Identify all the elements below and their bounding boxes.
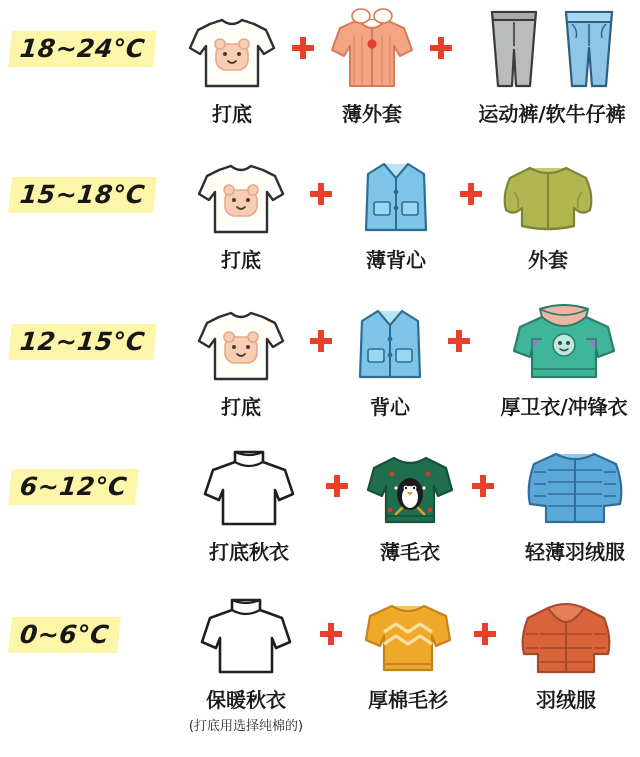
temperature-badge-wrap (10, 152, 178, 238)
list-item (178, 6, 286, 127)
plus-icon (304, 152, 338, 238)
list-item (178, 152, 304, 273)
temperature-badge-wrap (10, 592, 178, 678)
plus-icon (424, 6, 458, 92)
olive-bomber-jacket-icon (496, 152, 600, 238)
outfit-items (178, 299, 640, 420)
temperature-row (0, 152, 640, 299)
list-item-label: 薄背心 (366, 248, 426, 272)
temperature-row (0, 299, 640, 444)
white-turtleneck-icon (193, 444, 305, 530)
cream-bear-sweatshirt-icon (186, 299, 296, 385)
white-turtleneck-icon (190, 592, 302, 678)
outfit-items (178, 592, 634, 734)
status-badge: 12~15°C (8, 324, 157, 360)
list-item (178, 592, 314, 734)
list-item-label: 外套 (528, 248, 568, 272)
list-item-label: 轻薄羽绒服 (525, 540, 625, 564)
yellow-knit-sweater-icon (358, 592, 458, 678)
plus-icon (314, 592, 348, 678)
orange-hooded-puffer-icon (514, 592, 618, 678)
plus-icon (320, 444, 354, 530)
list-item (488, 152, 608, 273)
cream-bear-sweatshirt-icon (186, 152, 296, 238)
list-item-label: 厚棉毛衫 (368, 688, 448, 712)
list-item-label: 打底 (221, 248, 261, 272)
list-item (354, 444, 466, 565)
list-item-label: 保暖秋衣 (206, 688, 286, 712)
list-item (320, 6, 424, 127)
list-item-label: 薄外套 (342, 102, 402, 126)
temperature-badge-wrap (10, 299, 178, 385)
plus-icon (304, 299, 338, 385)
plus-icon (442, 299, 476, 385)
list-item-label: 厚卫衣/冲锋衣 (500, 395, 628, 419)
list-item (338, 299, 442, 420)
cream-bear-sweatshirt-icon (180, 6, 284, 92)
list-item-label: 打底 (221, 395, 261, 419)
outfit-items (178, 152, 634, 273)
outfit-items (178, 444, 640, 565)
plus-icon (286, 6, 320, 92)
blue-vest-icon (348, 299, 432, 385)
list-item-label: 打底秋衣 (209, 540, 289, 564)
list-item (338, 152, 454, 273)
status-badge: 6~12°C (8, 469, 139, 505)
list-item (178, 299, 304, 420)
list-item (502, 592, 630, 713)
list-item-label: 运动裤/软牛仔裤 (478, 102, 626, 126)
plus-icon (466, 444, 500, 530)
temperature-badge-wrap (10, 6, 178, 92)
status-badge: 18~24°C (8, 31, 157, 67)
temperature-row (0, 0, 640, 152)
list-item-label: 打底 (212, 102, 252, 126)
blue-puffer-jacket-icon (520, 444, 630, 530)
list-item-label: 背心 (370, 395, 410, 419)
temperature-badge-wrap (10, 444, 178, 530)
list-item-label: 薄毛衣 (380, 540, 440, 564)
plus-icon (454, 152, 488, 238)
list-item-sublabel: (打底用选择纯棉的) (188, 719, 304, 734)
pink-knit-cardigan-icon (324, 6, 420, 92)
list-item (348, 592, 468, 713)
status-badge: 0~6°C (8, 617, 121, 653)
penguin-sweater-icon (362, 444, 458, 530)
green-hoodie-icon (506, 299, 622, 385)
list-item-label: 羽绒服 (536, 688, 596, 712)
plus-icon (468, 592, 502, 678)
list-item (476, 299, 640, 420)
grey-sweatpants-and-blue-jeans-icon (462, 6, 640, 92)
blue-vest-icon (354, 152, 438, 238)
temperature-row (0, 444, 640, 592)
list-item (500, 444, 640, 565)
outfit-items (178, 6, 640, 127)
temperature-row (0, 592, 640, 752)
list-item (178, 444, 320, 565)
status-badge: 15~18°C (8, 177, 157, 213)
list-item (458, 6, 640, 127)
